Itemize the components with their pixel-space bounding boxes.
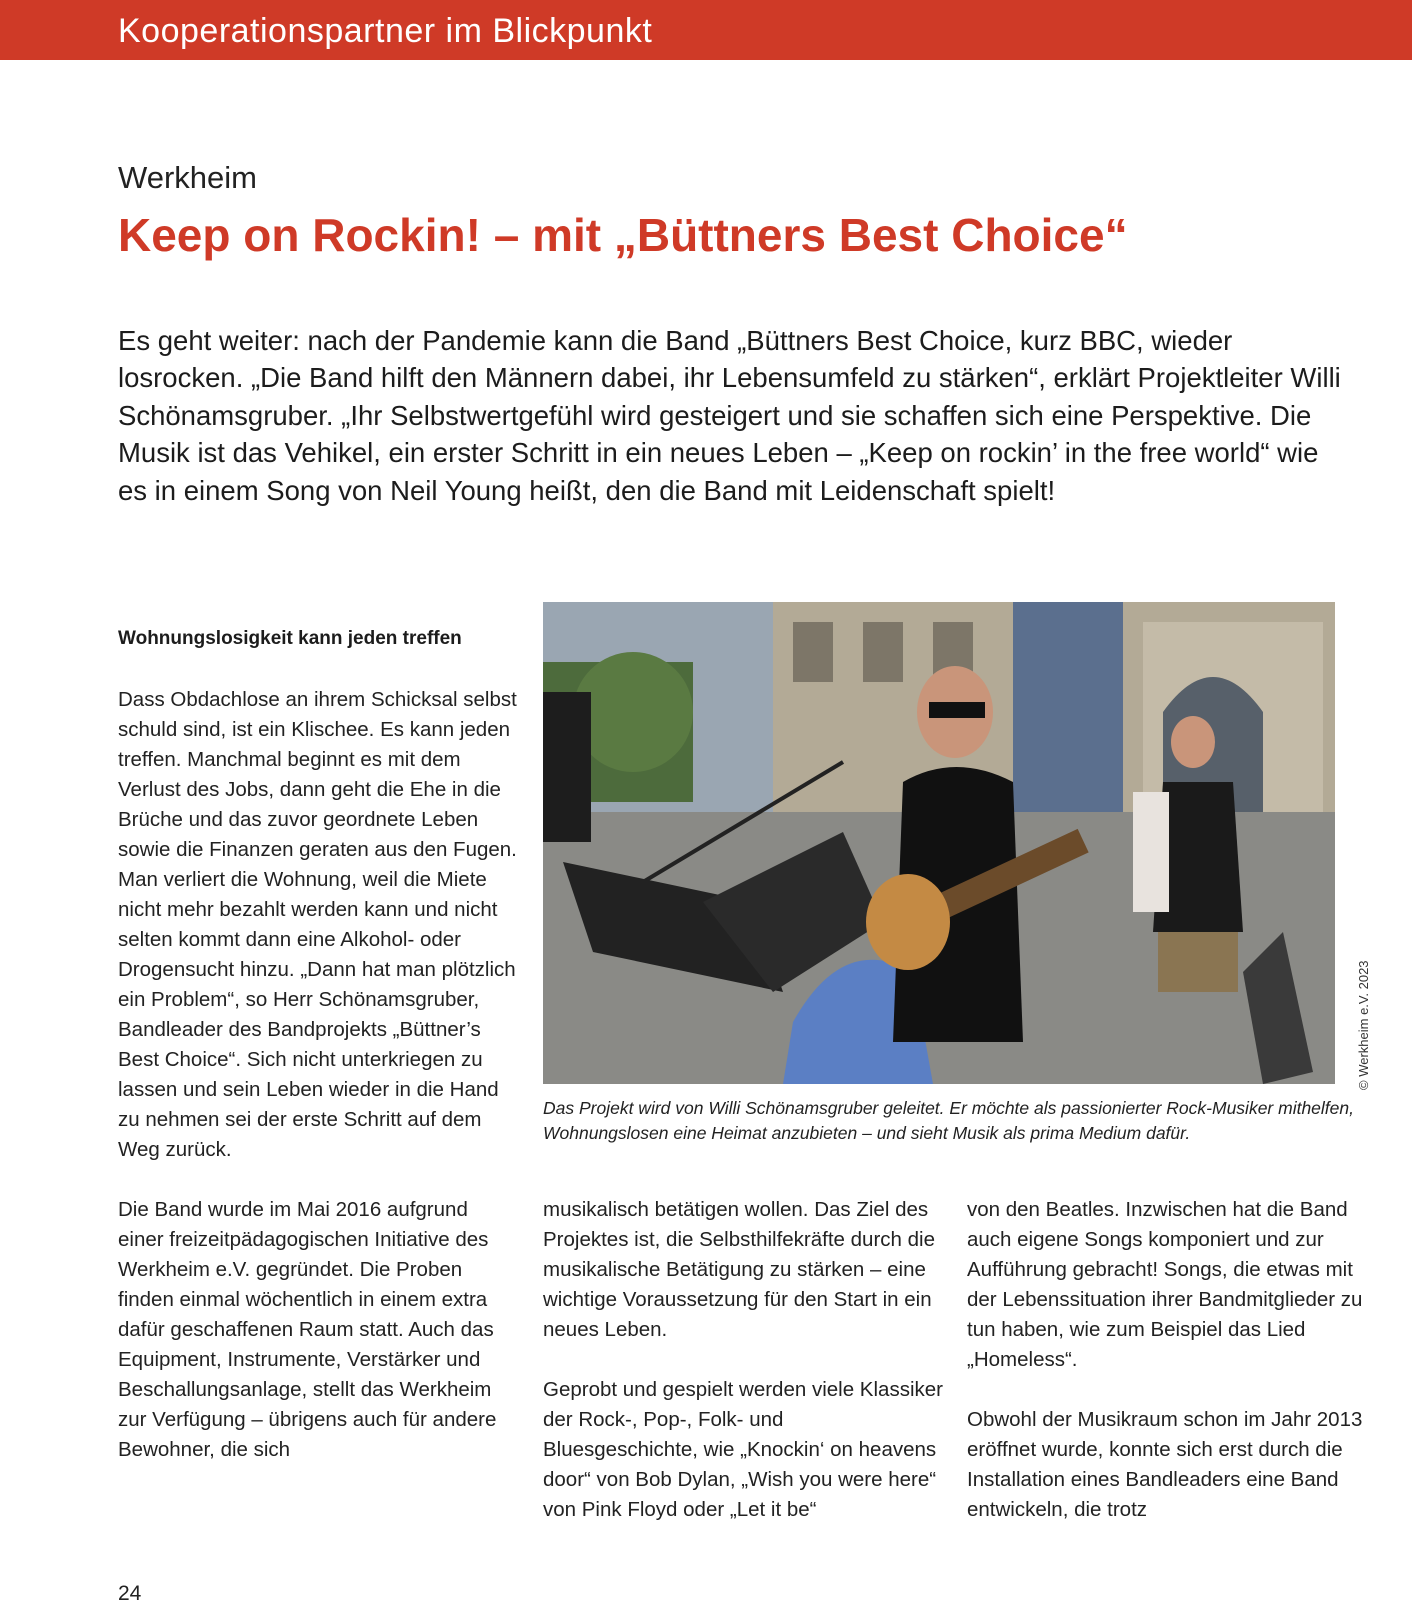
band-photo bbox=[543, 602, 1335, 1084]
body-paragraph: musikalisch betätigen wollen. Das Ziel des Projektes ist, die Selbsthilfekräfte durch die musikalische Betätigung zu stärken – eine wichtige Voraussetzung für den Start in ein neues Leben. bbox=[543, 1198, 935, 1341]
body-column-1 bbox=[118, 685, 518, 1495]
section-title: Kooperationspartner im Blickpunkt bbox=[118, 12, 653, 50]
body-column-3 bbox=[967, 1195, 1367, 1555]
article-intro: Es geht weiter: nach der Pandemie kann die Band „Büttners Best Choice, kurz BBC, wieder losrocken. „Die Band hilft den Männern dabei, ihr Lebensumfeld zu stärken“, erklärt Projektleiter Willi Schönamsgruber. „Ihr Selbstwertgefühl wird gesteigert und sie schaffen sich eine Perspektive. Die Musik ist das Vehikel, ein erster Schritt in ein neues Leben – „Keep on rockin’ in the free world“ wie es in einem Song von Neil Young heißt, den die Band mit Leidenschaft spielt! bbox=[118, 325, 1341, 506]
body-paragraph: Obwohl der Musikraum schon im Jahr 2013 eröffnet wurde, konnte sich erst durch die Installation eines Bandleaders eine Band entwickeln, die trotz bbox=[967, 1408, 1363, 1521]
article-title: Keep on Rockin! – mit „Büttners Best Choice“ bbox=[118, 209, 1128, 261]
body-column-2 bbox=[543, 1195, 943, 1555]
band-photo-illustration bbox=[543, 602, 1335, 1084]
photo-credit: © Werkheim e.V. 2023 bbox=[1356, 960, 1371, 1090]
section-header-bar bbox=[0, 0, 1412, 60]
body-paragraph: von den Beatles. Inzwischen hat die Band auch eigene Songs komponiert und zur Aufführung gebracht! Songs, die etwas mit der Lebenssituation ihrer Bandmitglieder zu tun haben, wie zum Beispiel das Lied „Homeless“. bbox=[967, 1198, 1363, 1371]
section-subheading: Wohnungslosigkeit kann jeden treffen bbox=[118, 628, 462, 649]
body-paragraph: Die Band wurde im Mai 2016 aufgrund einer freizeitpädagogischen Initiative des Werkheim e.V. gegründet. Die Proben finden einmal wöchentlich in einem extra dafür geschaffenen Raum statt. Auch das Equipment, Instrumente, Verstärker und Beschallungsanlage, stellt das Werkheim zur Verfügung – übrigens auch für andere Bewohner, die sich bbox=[118, 1198, 497, 1461]
body-paragraph: Dass Obdachlose an ihrem Schicksal selbst schuld sind, ist ein Klischee. Es kann jeden treffen. Manchmal beginnt es mit dem Verlust des Jobs, dann geht die Ehe in die Brüche und das zuvor geordnete Leben sowie die Finanzen geraten aus den Fugen. Man verliert die Wohnung, weil die Miete nicht mehr bezahlt werden kann und nicht selten kommt dann eine Alkohol- oder Drogensucht hinzu. „Dann hat man plötzlich ein Problem“, so Herr Schönamsgruber, Bandleader des Bandprojekts „Büttner’s Best Choice“. Sich nicht unterkriegen zu lassen und sein Leben wieder in die Hand zu nehmen sei der erste Schritt auf dem Weg zurück. bbox=[118, 688, 517, 1161]
article-kicker: Werkheim bbox=[118, 160, 257, 195]
photo-caption: Das Projekt wird von Willi Schönamsgruber geleitet. Er möchte als passionierter Rock-Musiker mithelfen, Wohnungslosen eine Heimat anzubieten – und sieht Musik als prima Medium dafür. bbox=[543, 1098, 1354, 1143]
body-paragraph: Geprobt und gespielt werden viele Klassiker der Rock-, Pop-, Folk- und Bluesgeschichte, wie „Knockin‘ on heavens door“ von Bob Dylan, „Wish you were here“ von Pink Floyd oder „Let it be“ bbox=[543, 1378, 943, 1521]
page-number: 24 bbox=[118, 1582, 142, 1605]
